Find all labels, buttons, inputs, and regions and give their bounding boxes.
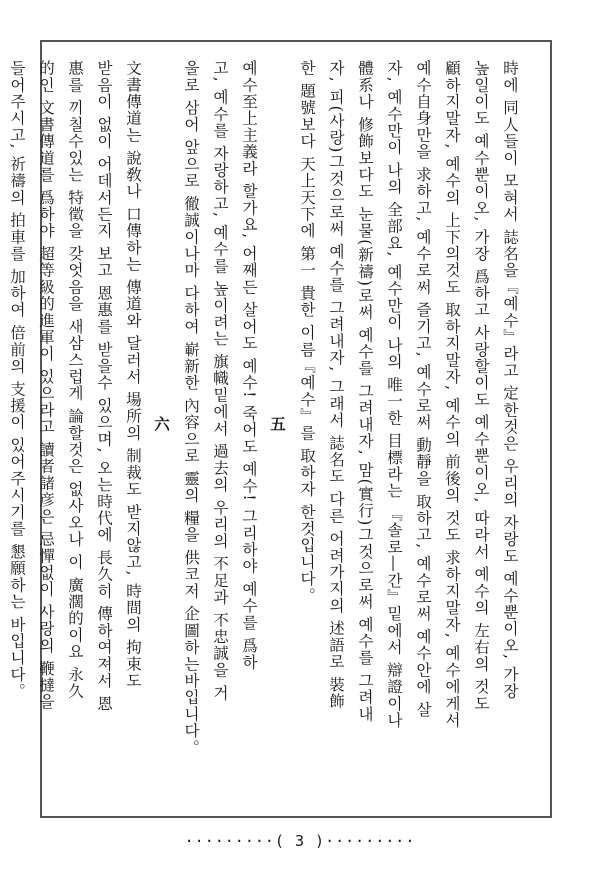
- text-line: 時에 同人들이 모혀서 誌名을『예수』라고 定한것은 우리의 자랑도 예수뿐이오, 가장: [501, 60, 519, 700]
- section-heading: 五: [268, 415, 287, 433]
- text-line: 惠를 끼칠수있는 特徵을 갖엇음을 새삼스럽게 論할것은 없사오나 이 廣濶的이요 永久: [66, 60, 84, 700]
- section-heading: 六: [152, 415, 171, 433]
- text-line: 한 題號보다 天上天下에 第一 貴한 이름『예수』를 取하자 한것입니다。: [298, 60, 316, 604]
- text-line: 예수自身만을 求하고, 예수로써 즐기고, 예수로써 動靜을 取하고, 예수로써 예수안에 살: [414, 60, 432, 719]
- text-line: 예수至上主義라 할가요, 어째든 살어도 예수! 죽어도 예수! 그리하야 예수를 爲하: [240, 60, 258, 671]
- text-line: 울로 삼어 앞으로 徹誠이나마 다하여 嶄新한 內容으로 靈의 糧을 供코저 企圖하는바입니다。: [182, 60, 200, 756]
- text-line: 고, 예수를 자랑하고, 예수를 높이려는 旗幟밑에서 過去의 우리의 不足과 不忠誠을 거: [211, 60, 229, 702]
- text-line: 體系나 修飾보다도 눈물(新禱)로써 예수를 그려내자, 맘(實行)그것으로써 예수를 그려내: [356, 60, 374, 723]
- text-line: 文書傳道는 說敎나 口傳하는 傳道와 달러서 場所의 制裁도 받지않고, 時間의 拘束도: [124, 60, 142, 690]
- text-line: 자, 피(사랑)그것으로써 예수를 그려내자, 그래서 誌名도 다른 어려가지의 述語로 裝飾: [327, 60, 345, 710]
- page-number: ·········( 3 )·········: [184, 832, 416, 850]
- text-line: 顧하지말자, 예수의 上下의것도 取하지말자, 예수의 前後의 것도 求하지말자, 예수에게서: [443, 60, 461, 729]
- body-text: [2, 60, 524, 788]
- text-line: 들어주시고, 祈禱의 拍車를 加하여 倍前의 支援이 있어주시기를 懇願하는 바입니다。: [8, 60, 26, 700]
- text-line: 的인 文書傳道를 爲하야 超等級的進軍이 있으라고 讀者諸彦은 忌憚없이 사랑의 鞭撻을: [37, 60, 55, 711]
- text-line: 높일이도 예수뿐이오, 가장 爲하고 사랑할이도 예수뿐이오, 따라서 예수의 左右의 것도: [472, 60, 490, 712]
- text-line: 받음이 없이 어데서든지 보고 恩惠를 받을수 있으며, 오는時代에 長久히 傳하여져서 恩: [95, 60, 113, 712]
- text-line: 자, 예수만이 나의 全部요, 예수만이 나의 唯一한 目標라는 『솔로―간』밑에서 辯證이나: [385, 60, 403, 729]
